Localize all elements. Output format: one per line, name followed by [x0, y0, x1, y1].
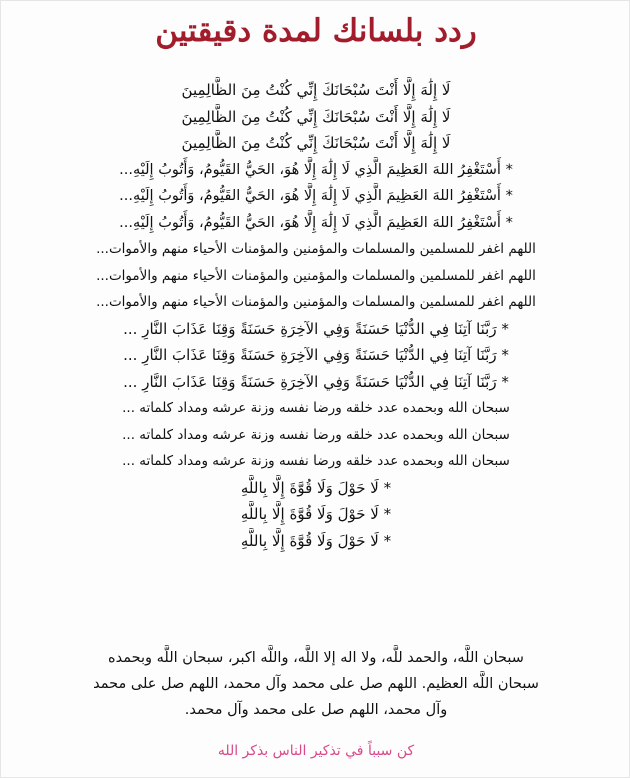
dhikr-line: * رَبَّنَا آتِنَا فِي الدُّنْيَا حَسَنَةً وَفِي الآخِرَةِ حَسَنَةً وَقِنَا عَذَابَ النَّارِ ... — [123, 372, 509, 391]
dhikr-line: * لَا حَوْلَ وَلَا قُوَّةَ إِلَّا بِاللَّهِ — [240, 478, 392, 497]
footer-note: كن سبباً في تذكير الناس بذكر الله — [217, 743, 415, 759]
dhikr-line: لَا إِلَٰهَ إِلَّا أَنْتَ سُبْحَانَكَ إِنِّي كُنْتُ مِنَ الظَّالِمِينَ — [181, 107, 451, 126]
page-title: ردد بلسانك لمدة دقيقتين — [155, 13, 477, 49]
closing-paragraph — [31, 645, 601, 723]
dhikr-line: لَا إِلَٰهَ إِلَّا أَنْتَ سُبْحَانَكَ إِنِّي كُنْتُ مِنَ الظَّالِمِينَ — [181, 134, 451, 152]
dhikr-line: سبحان الله وبحمده عدد خلقه ورضا نفسه وزنة عرشه ومداد كلماته ... — [122, 453, 510, 469]
dhikr-line: * رَبَّنَا آتِنَا فِي الدُّنْيَا حَسَنَةً وَفِي الآخِرَةِ حَسَنَةً وَقِنَا عَذَابَ النَّارِ ... — [123, 319, 509, 338]
dhikr-line: * رَبَّنَا آتِنَا فِي الدُّنْيَا حَسَنَةً وَفِي الآخِرَةِ حَسَنَةً وَقِنَا عَذَابَ النَّارِ ... — [123, 346, 509, 364]
dhikr-line: * لَا حَوْلَ وَلَا قُوَّةَ إِلَّا بِاللَّهِ — [240, 531, 392, 550]
paragraph-line: وآل محمد، اللهم صل على محمد وآل محمد. — [184, 702, 448, 718]
dhikr-line: اللهم اغفر للمسلمين والمسلمات والمؤمنين والمؤمنات الأحياء منهم والأموات... — [96, 241, 536, 257]
dhikr-line: * أَسْتَغْفِرُ اللهَ العَظِيمَ الَّذِي لَا إِلَٰهَ إِلَّا هُوَ، الحَيُّ القَيُّومُ، وَأَتُوبُ إِلَيْهِ... — [119, 214, 513, 231]
dhikr-line: * أَسْتَغْفِرُ اللهَ العَظِيمَ الَّذِي لَا إِلَٰهَ إِلَّا هُوَ، الحَيُّ القَيُّومُ، وَأَتُوبُ إِلَيْهِ... — [119, 188, 513, 204]
dhikr-line: سبحان الله وبحمده عدد خلقه ورضا نفسه وزنة عرشه ومداد كلماته ... — [122, 400, 510, 416]
dhikr-list — [21, 77, 611, 554]
dhikr-line: اللهم اغفر للمسلمين والمسلمات والمؤمنين والمؤمنات الأحياء منهم والأموات... — [96, 267, 536, 284]
dhikr-line: لَا إِلَٰهَ إِلَّا أَنْتَ سُبْحَانَكَ إِنِّي كُنْتُ مِنَ الظَّالِمِينَ — [181, 81, 451, 99]
paragraph-line: سبحان اللَّه العظيم. اللهم صل على محمد وآل محمد، اللهم صل على محمد — [93, 676, 539, 692]
dhikr-line: اللهم اغفر للمسلمين والمسلمات والمؤمنين والمؤمنات الأحياء منهم والأموات... — [96, 294, 536, 310]
paragraph-line: سبحان اللَّه، والحمد للَّه، ولا اله إلا اللَّه، واللَّه اكبر، سبحان اللَّه وبحمده — [108, 650, 524, 666]
dhikr-line: سبحان الله وبحمده عدد خلقه ورضا نفسه وزنة عرشه ومداد كلماته ... — [122, 426, 510, 443]
dhikr-line: * لَا حَوْلَ وَلَا قُوَّةَ إِلَّا بِاللَّهِ — [240, 505, 392, 523]
dhikr-line: * أَسْتَغْفِرُ اللهَ العَظِيمَ الَّذِي لَا إِلَٰهَ إِلَّا هُوَ، الحَيُّ القَيُّومُ، وَأَتُوبُ إِلَيْهِ... — [119, 161, 513, 178]
